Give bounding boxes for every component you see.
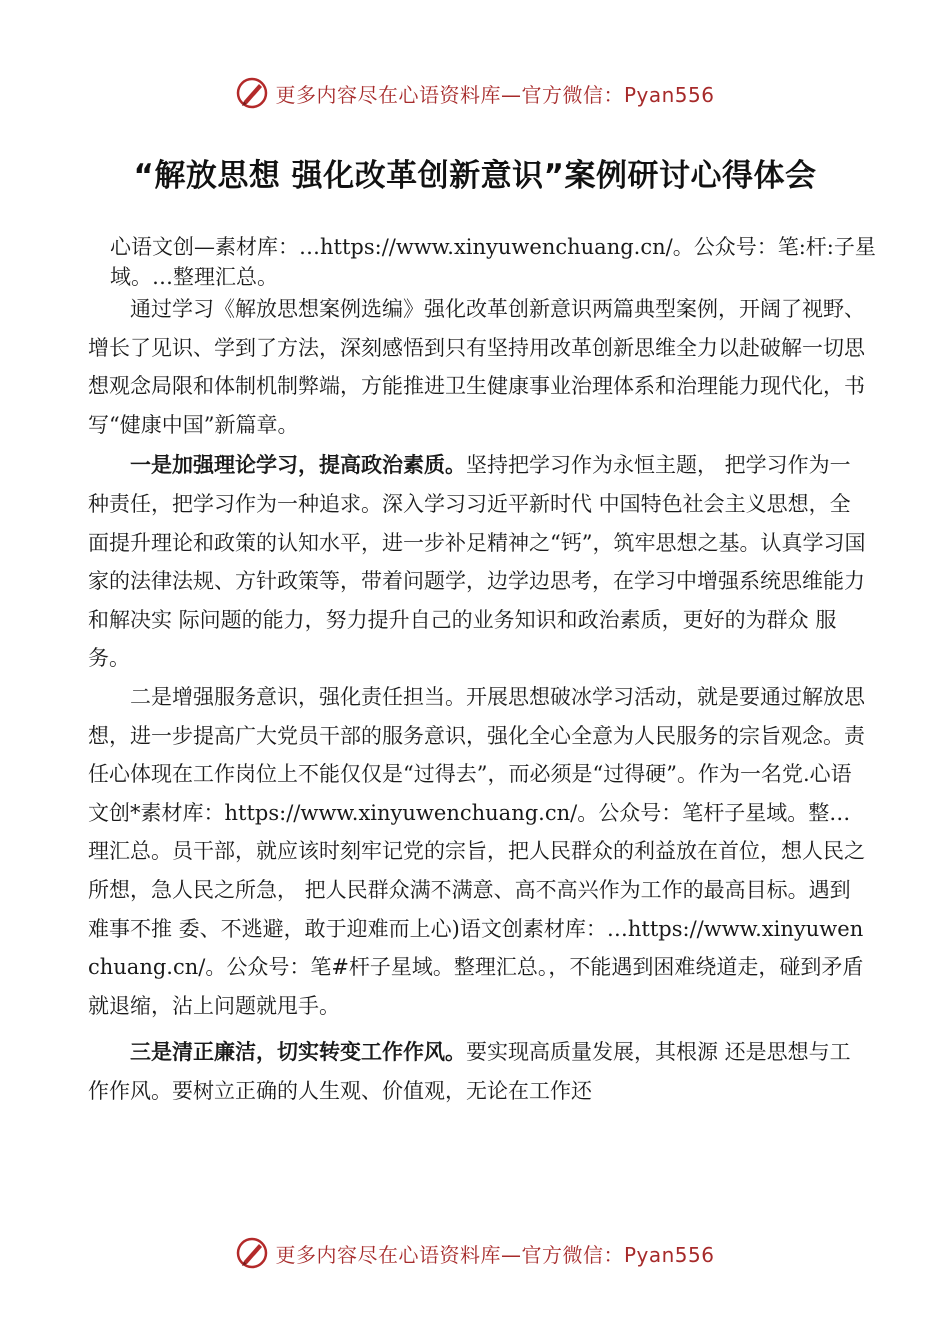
document-body bbox=[88, 290, 868, 1110]
red-pen-logo-icon bbox=[235, 1236, 269, 1270]
footer-banner-text: 更多内容尽在心语资料库—官方微信：Pyan556 bbox=[275, 1242, 715, 1267]
section-3-heading: 三是清正廉洁，切实转变工作作风。 bbox=[130, 1039, 466, 1065]
banner-text: 更多内容尽在心语资料库—官方微信：Pyan556 bbox=[275, 82, 715, 107]
document-title: “解放思想 强化改革创新意识”案例研讨心得体会 bbox=[133, 158, 817, 194]
intro-paragraph: 通过学习《解放思想案例选编》强化改革创新意识两篇典型案例，开阔了视野、增长了见识、学到了方法，深刻感悟到只有坚持用改革创新思维全力以赴破解一切思想观念局限和体制机制弊端，方能推进卫生健康事业治理体系和治理能力现代化，书写“健康中国”新篇章。 bbox=[88, 297, 865, 437]
section-3-text: 要实现高质量发展，其根源 还是思想与工作作风。要树立正确的人生观、价值观，无论在工作还 bbox=[88, 1040, 851, 1103]
header-banner bbox=[0, 73, 950, 113]
section-2-paragraph: 二是增强服务意识，强化责任担当。开展思想破冰学习活动，就是要通过解放思想，进一步提高广大党员干部的服务意识，强化全心全意为人民服务的宗旨观念。责任心体现在工作岗位上不能仅仅是“过得去”，而必须是“过得硬”。作为一名党.心语文创*素材库：https://www.xinyuwenchuang.cn/。公众号：笔杆子星域。整…理汇总。员干部，就应该时刻牢记党的宗旨，把人民群众的利益放在首位，想人民之所想，急人民之所急， 把人民群众满不满意、高不高兴作为工作的最高目标。遇到难事不推 委、不逃避，敢于迎难而上心)语文创素材库：…https://www.xinyuwenchuang.cn/。公众号：笔#杆子星域。整理汇总。，不能遇到困难绕道走，碰到矛盾就退缩，沾上问题就甩手。 bbox=[88, 684, 865, 1018]
red-pen-logo-icon bbox=[235, 76, 269, 110]
section-3-paragraph bbox=[88, 1033, 868, 1110]
footer-banner bbox=[0, 1233, 950, 1273]
section-1-paragraph bbox=[88, 446, 868, 678]
section-1-heading: 一是加强理论学习，提高政治素质。 bbox=[130, 452, 466, 478]
source-line: 心语文创—素材库：…https://www.xinyuwenchuang.cn/。公众号：笔:杆:子星域。…整理汇总。 bbox=[110, 235, 876, 289]
section-1-text: 坚持把学习作为永恒主题， 把学习作为一种责任，把学习作为一种追求。深入学习习近平新时代 中国特色社会主义思想，全面提升理论和政策的认知水平，进一步补足精神之“钙”，筑牢思想之基。认真学习国家的法律法规、方针政策等，带着问题学，边学边思考，在学习中增强系统思维能力和解决实 际问题的能力，努力提升自己的业务知识和政治素质，更好的为群众 服务。 bbox=[88, 453, 866, 671]
